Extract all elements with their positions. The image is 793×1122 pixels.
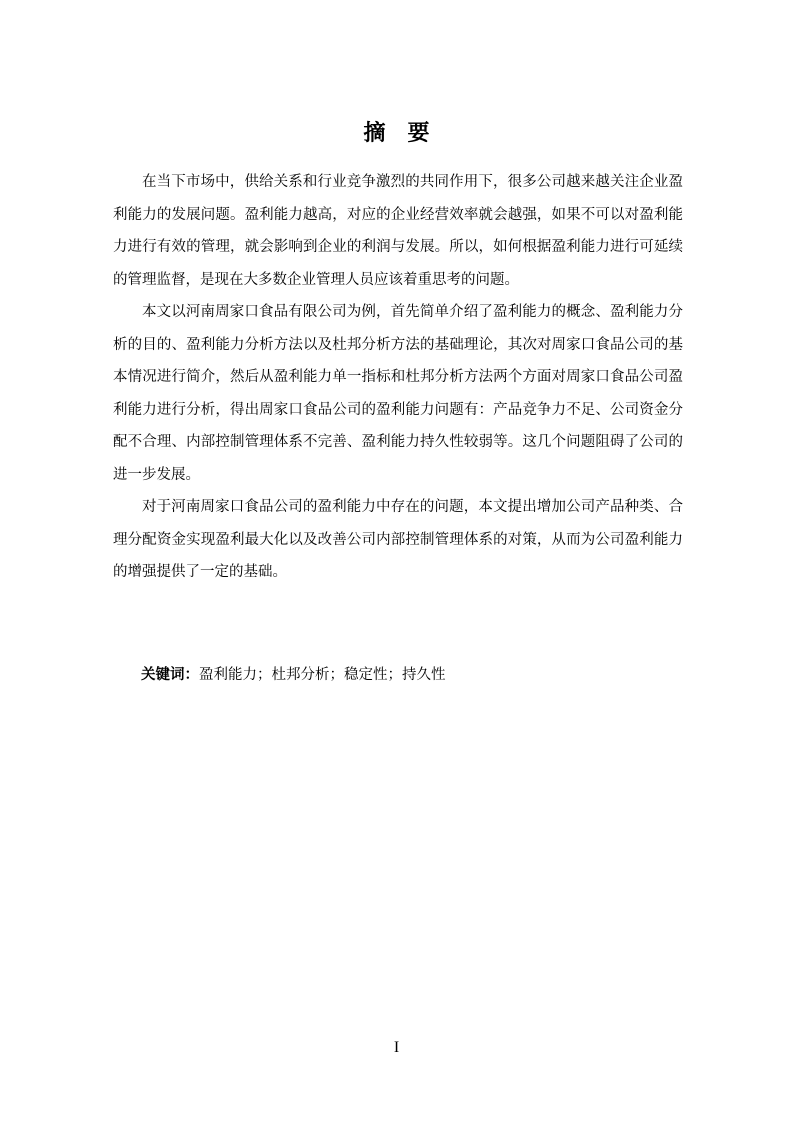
abstract-body — [113, 166, 683, 589]
abstract-paragraph-1: 在当下市场中，供给关系和行业竞争激烈的共同作用下，很多公司越来越关注企业盈利能力的发展问题。盈利能力越高，对应的企业经营效率就会越强，如果不可以对盈利能力进行有效的管理，就会影响到企业的利润与发展。所以，如何根据盈利能力进行可延续的管理监督，是现在大多数企业管理人员应该着重思考的问题。 — [113, 174, 683, 288]
page-number: I — [393, 1039, 400, 1056]
abstract-paragraph-2: 本文以河南周家口食品有限公司为例，首先简单介绍了盈利能力的概念、盈利能力分析的目的、盈利能力分析方法以及杜邦分析方法的基础理论，其次对周家口食品公司的基本情况进行简介，然后从盈利能力单一指标和杜邦分析方法两个方面对周家口食品公司盈利能力进行分析，得出周家口食品公司的盈利能力问题有：产品竞争力不足、公司资金分配不合理、内部控制管理体系不完善、盈利能力持久性较弱等。这几个问题阻碍了公司的进一步发展。 — [113, 304, 683, 483]
abstract-paragraph-3: 对于河南周家口食品公司的盈利能力中存在的问题，本文提出增加公司产品种类、合理分配资金实现盈利最大化以及改善公司内部控制管理体系的对策，从而为公司盈利能力的增强提供了一定的基础。 — [113, 499, 683, 580]
keywords-line — [141, 659, 446, 691]
keywords-label: 关键词： — [141, 667, 199, 683]
abstract-title: 摘要 — [363, 121, 452, 146]
keywords-text: 盈利能力；杜邦分析；稳定性；持久性 — [199, 667, 446, 683]
